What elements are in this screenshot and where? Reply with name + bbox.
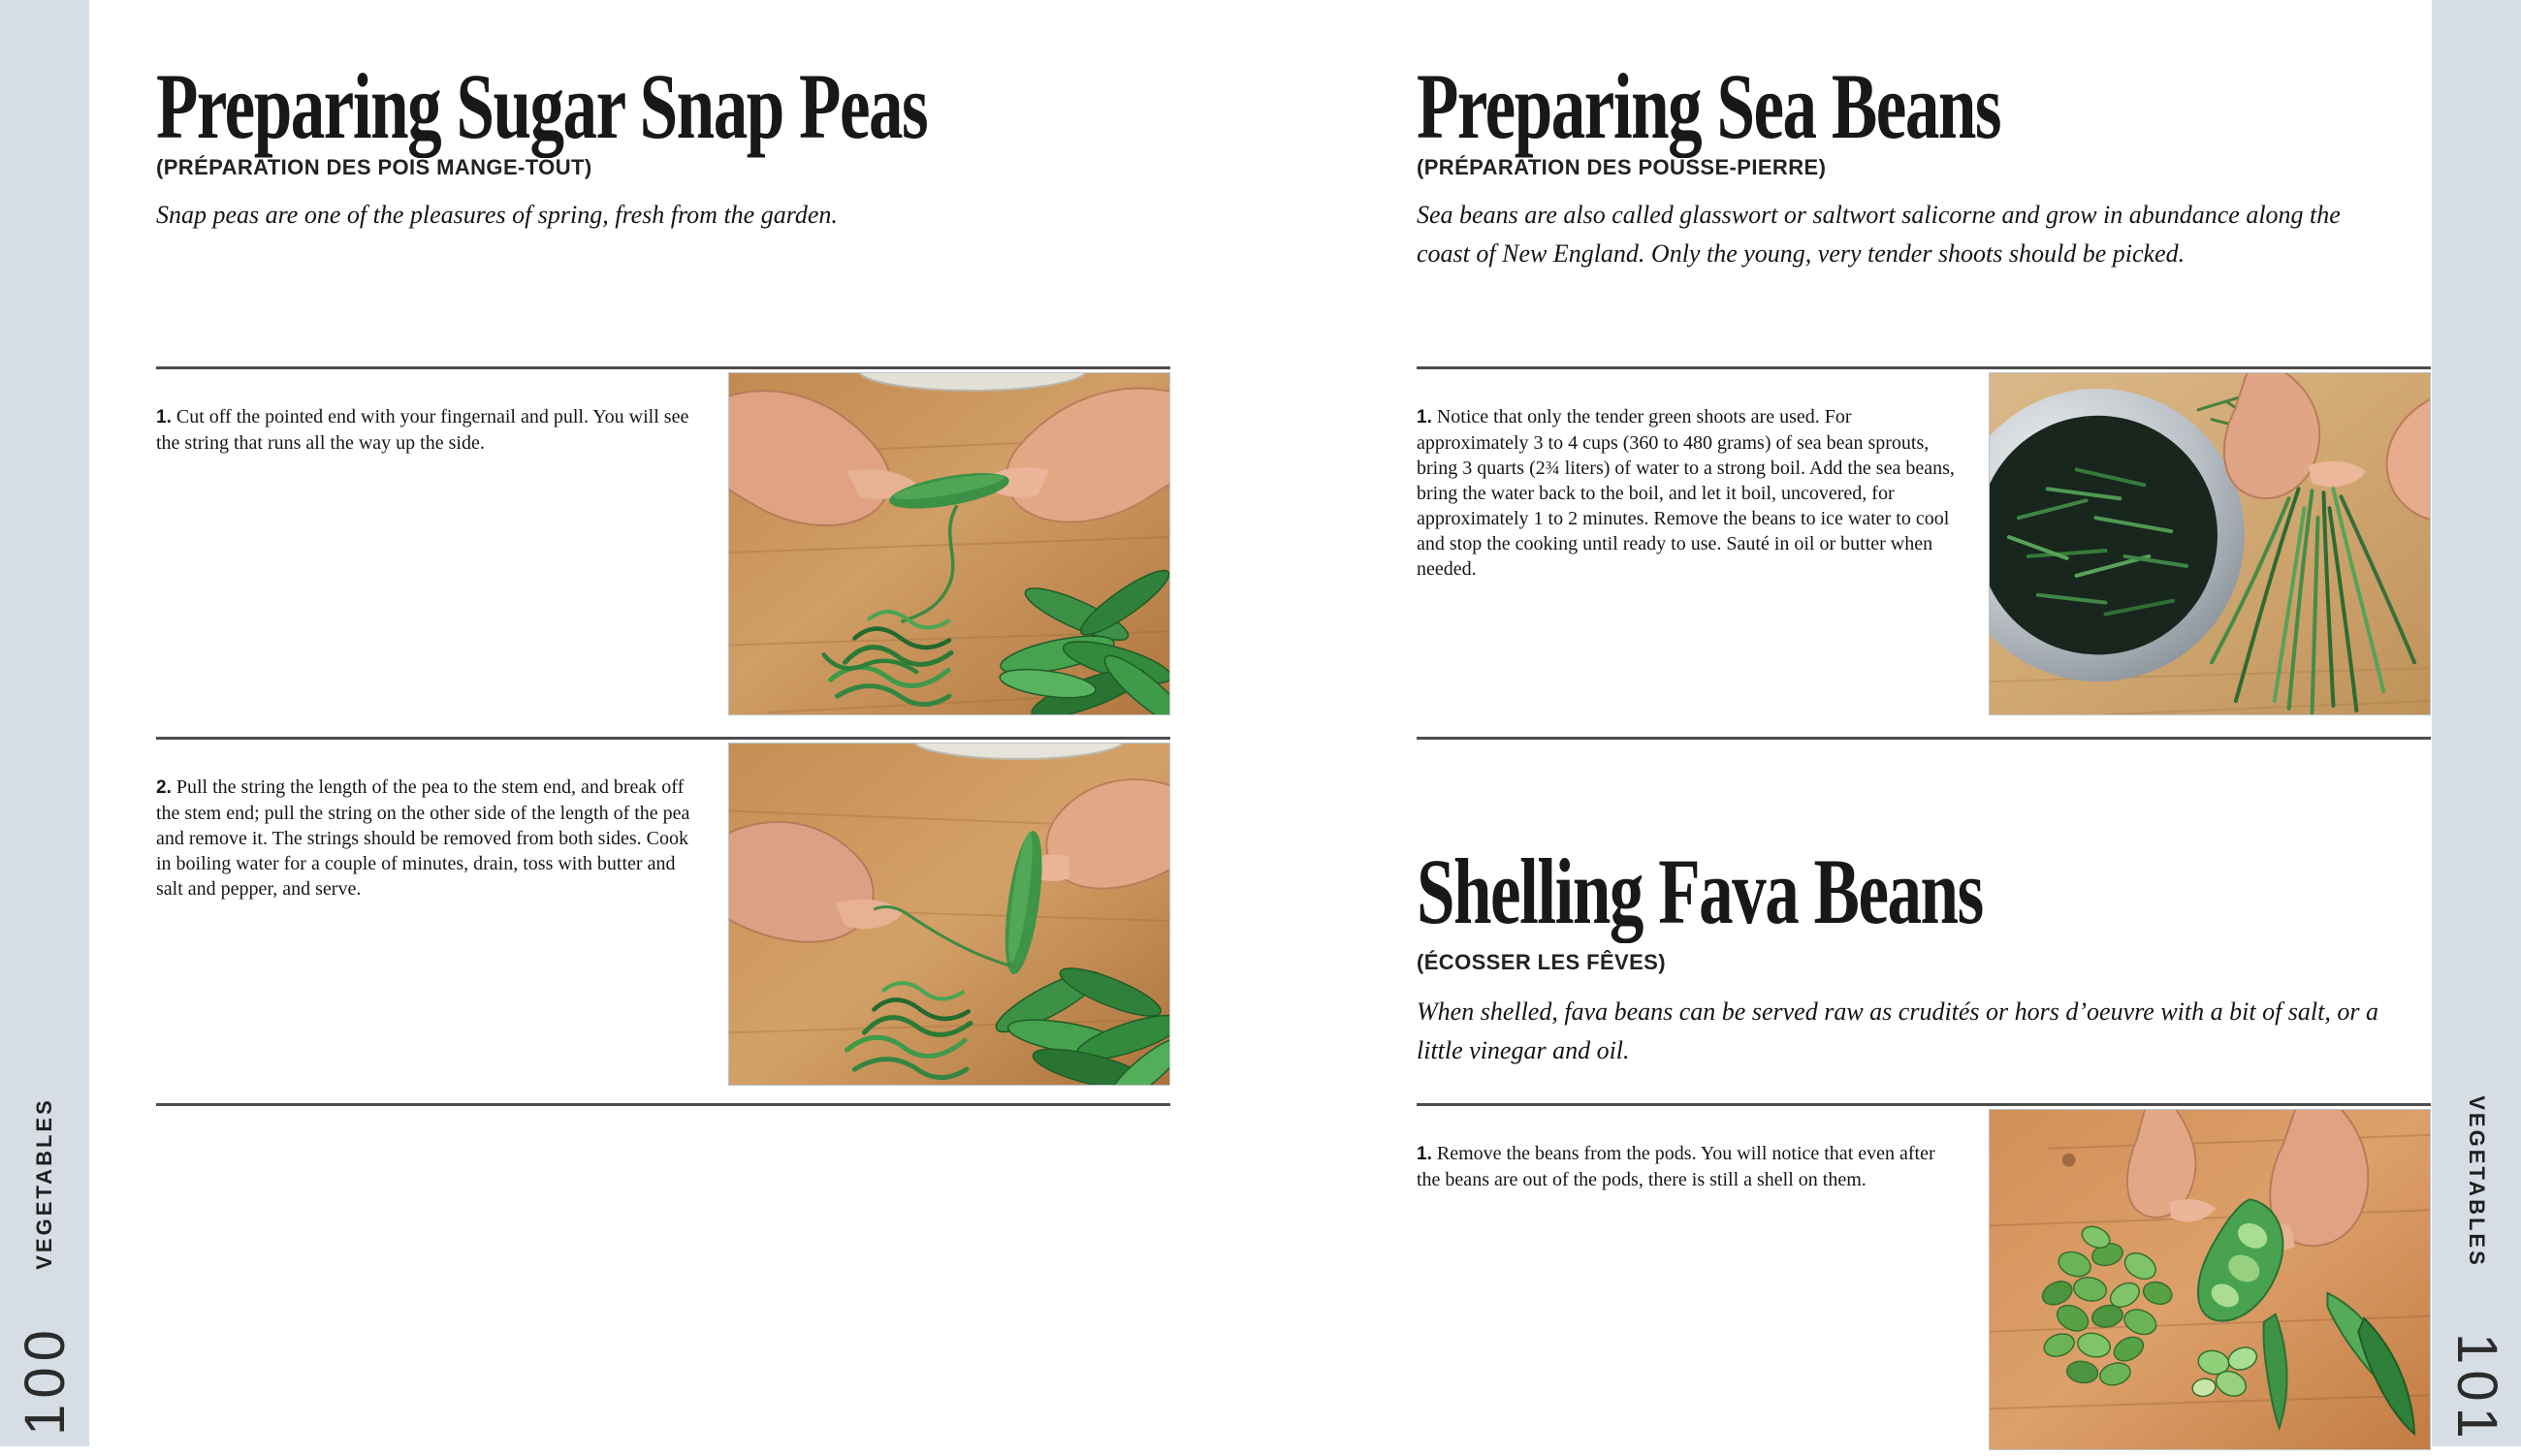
- section-divider: [1417, 737, 2431, 740]
- recipe-intro: Snap peas are one of the pleasures of spring, fresh from the garden.: [156, 201, 838, 229]
- photo-sea-beans: [1989, 372, 2431, 715]
- step-block: [1417, 1103, 2431, 1449]
- step-number: 1.: [1417, 1144, 1432, 1164]
- right-chapter-tab: [2432, 1092, 2521, 1271]
- right-page-number: 101: [2444, 1332, 2508, 1444]
- step-text: [156, 775, 699, 902]
- step-text: [1417, 404, 1960, 582]
- step-body: Notice that only the tender green shoots are used. For approximately 3 to 4 cups (360 to 480 grams) of sea bean sprouts, bring 3 quarts (2¾ liters) of water to a strong boil. Add the sea beans, bring the water back to the boil, and let it boil, uncovered, for approximately 1 to 2 minutes. Remove the beans to ice water to cool and stop the cooking until ready to use. Sauté in oil or butter when needed.: [1417, 406, 1955, 580]
- step-body: Pull the string the length of the pea to the stem end, and break off the stem end; pull the string on the other side of the length of the pea and remove it. The strings should be removed from both sides. Cook in boiling water for a couple of minutes, drain, toss with butter and salt and pepper, and serve.: [156, 776, 690, 900]
- step-number: 2.: [156, 777, 172, 798]
- recipe-intro: When shelled, fava beans can be served raw as crudités or hors d’oeuvre with a bit of salt, or a little vinegar and oil.: [1417, 997, 2378, 1064]
- step-number: 1.: [1417, 407, 1432, 427]
- step-number: 1.: [156, 407, 172, 427]
- recipe-title-fava-beans: Shelling Fava Beans: [1417, 839, 1983, 943]
- section-divider: [156, 1103, 1170, 1106]
- step-body: Remove the beans from the pods. You will notice that even after the beans are out of the pods, there is still a shell on them.: [1417, 1143, 1935, 1190]
- right-chapter-label: VEGETABLES: [2465, 1094, 2490, 1268]
- recipe-title-sea-beans: Preparing Sea Beans: [1417, 54, 2001, 158]
- photo-fava-beans: [1989, 1109, 2431, 1450]
- step-body: Cut off the pointed end with your fingernail and pull. You will see the string that runs all the way up the side.: [156, 406, 689, 454]
- photo-snap-peas-step1: [728, 372, 1170, 715]
- left-chapter-label: VEGETABLES: [32, 1096, 57, 1270]
- left-chapter-tab: [0, 1084, 89, 1282]
- recipe-title-snap-peas: Preparing Sugar Snap Peas: [156, 54, 928, 158]
- step-text: [156, 404, 699, 456]
- recipe-intro: Sea beans are also called glasswort or saltwort salicorne and grow in abundance along the coast of New England. Only the young, very tender shoots should be picked.: [1417, 201, 2341, 268]
- step-block: [1417, 366, 2431, 740]
- photo-snap-peas-step2: [728, 743, 1170, 1086]
- left-page: [156, 0, 1170, 1446]
- recipe-subtitle-french: (ÉCOSSER LES FÊVES): [1417, 950, 1666, 974]
- step-block: [156, 366, 1170, 740]
- step-text: [1417, 1141, 1960, 1192]
- right-page: [1417, 0, 2431, 1446]
- step-block: [156, 737, 1170, 1106]
- recipe-subtitle-french: (PRÉPARATION DES POUSSE-PIERRE): [1417, 155, 1827, 179]
- left-page-number: 100: [13, 1323, 77, 1436]
- recipe-subtitle-french: (PRÉPARATION DES POIS MANGE-TOUT): [156, 155, 592, 179]
